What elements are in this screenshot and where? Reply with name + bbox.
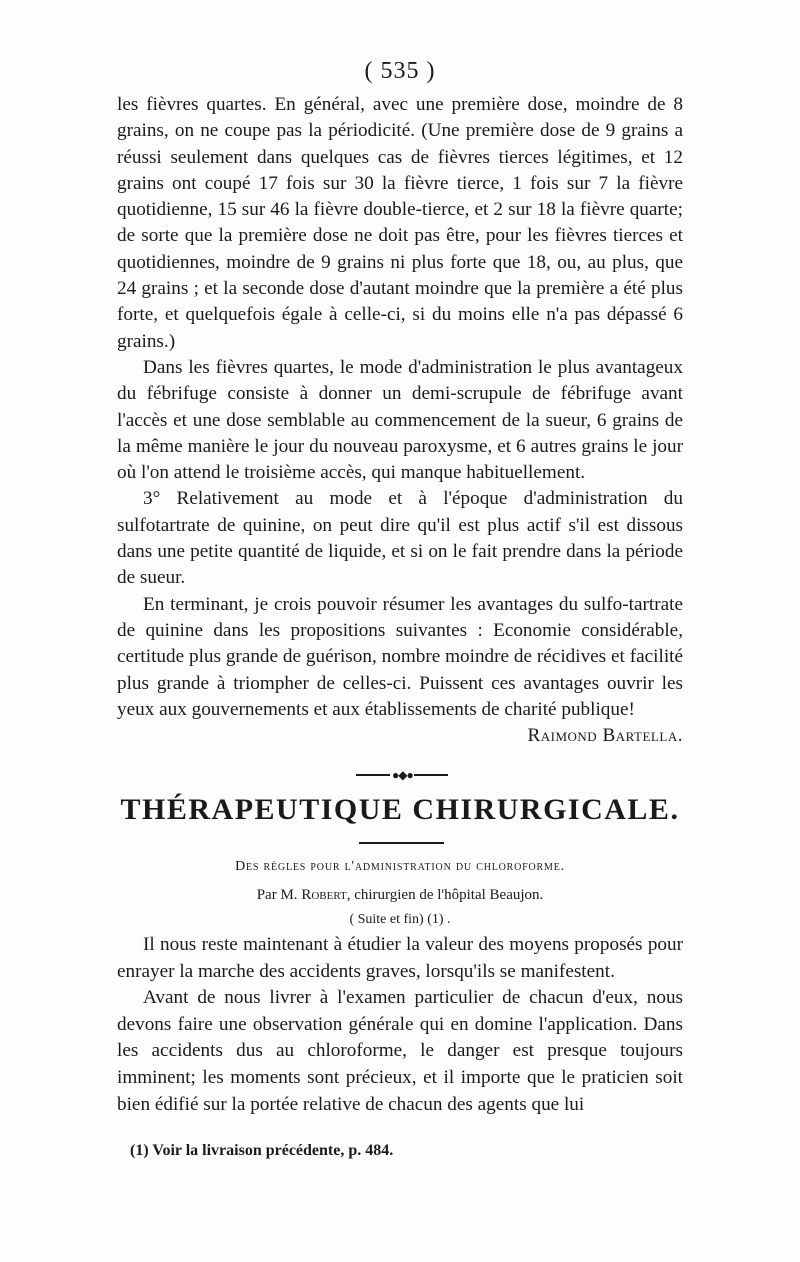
- article-body: [117, 92, 683, 749]
- ornament-divider: ●◆●: [356, 770, 448, 780]
- article-body-2: [117, 932, 683, 1118]
- paragraph: 3° Relativement au mode et à l'époque d'administration du sulfotartrate de quinine, on peut dire qu'il est plus actif s'il est dissous dans une petite quantité de liquide, et si on le fait prendre dans la période de sueur.: [117, 488, 683, 589]
- paragraph: Il nous reste maintenant à étudier la valeur des moyens proposés pour enrayer la marche des accidents graves, lorsqu'ils se manifestent.: [117, 934, 683, 982]
- author-signature: Raimond Bartella.: [527, 725, 683, 747]
- paragraph: les fièvres quartes. En général, avec une première dose, moindre de 8 grains, on ne coupe pas la périodicité. (Une première dose de 9 grains a réussi seulement dans quelques cas de fièvres tierces légitimes, et 12 grains ont coupé 17 fois sur 30 la fièvre tierce, 1 fois sur 7 la fièvre quotidienne, 15 sur 46 la fièvre double-tierce, et 2 sur 18 la fièvre quarte; de sorte que la première dose ne doit pas être, pour les fièvres tierces et quotidiennes, moindre de 9 grains ni plus forte que 18, ou, au plus, que 24 grains ; et la seconde dose d'autant moindre que la première a été plus forte, et quelquefois égale à celle-ci, si du moins elle n'a pas dépassé 6 grains.): [117, 94, 683, 352]
- author-byline: [117, 884, 683, 906]
- byline-prefix: Par M.: [256, 887, 298, 903]
- section-title: THÉRAPEUTIQUE CHIRURGICALE.: [120, 793, 680, 826]
- continuation-note: ( Suite et fin) (1) .: [349, 912, 451, 927]
- article-subtitle: Des règles pour l'administration du chloroforme.: [235, 859, 565, 874]
- author-name: Robert,: [301, 887, 351, 903]
- paragraph: En terminant, je crois pouvoir résumer les avantages du sulfo-tartrate de quinine dans les propositions suivantes : Economie considérable, certitude plus grande de guérison, nombre moindre de récidives et facilité plus grande à triompher de celles-ci. Puissent ces avantages ouvrir les yeux aux gouvernements et aux établissements de charité publique!: [117, 593, 683, 720]
- byline-suffix: chirurgien de l'hôpital Beaujon.: [354, 887, 544, 903]
- title-rule: [359, 842, 444, 844]
- footnote: (1) Voir la livraison précédente, p. 484.: [130, 1142, 394, 1159]
- signature-row: [117, 723, 683, 749]
- page-number: ( 535 ): [364, 58, 436, 84]
- paragraph: Avant de nous livrer à l'examen particulier de chacun d'eux, nous devons faire une observation générale qui en domine l'application. Dans les accidents dus au chloroforme, le danger est presque toujours imminent; les moments sont précieux, et il importe que le praticien soit bien édifié sur la portée relative de chacun des agents que lui: [117, 987, 683, 1115]
- paragraph: Dans les fièvres quartes, le mode d'administration le plus avantageux du fébrifuge consiste à donner un demi-scrupule de fébrifuge avant l'accès et une dose semblable au commencement de la sueur, 6 grains de la même manière le jour du nouveau paroxysme, et 6 autres grains le jour où l'on attend le troisième accès, qui manque habituellement.: [117, 356, 683, 484]
